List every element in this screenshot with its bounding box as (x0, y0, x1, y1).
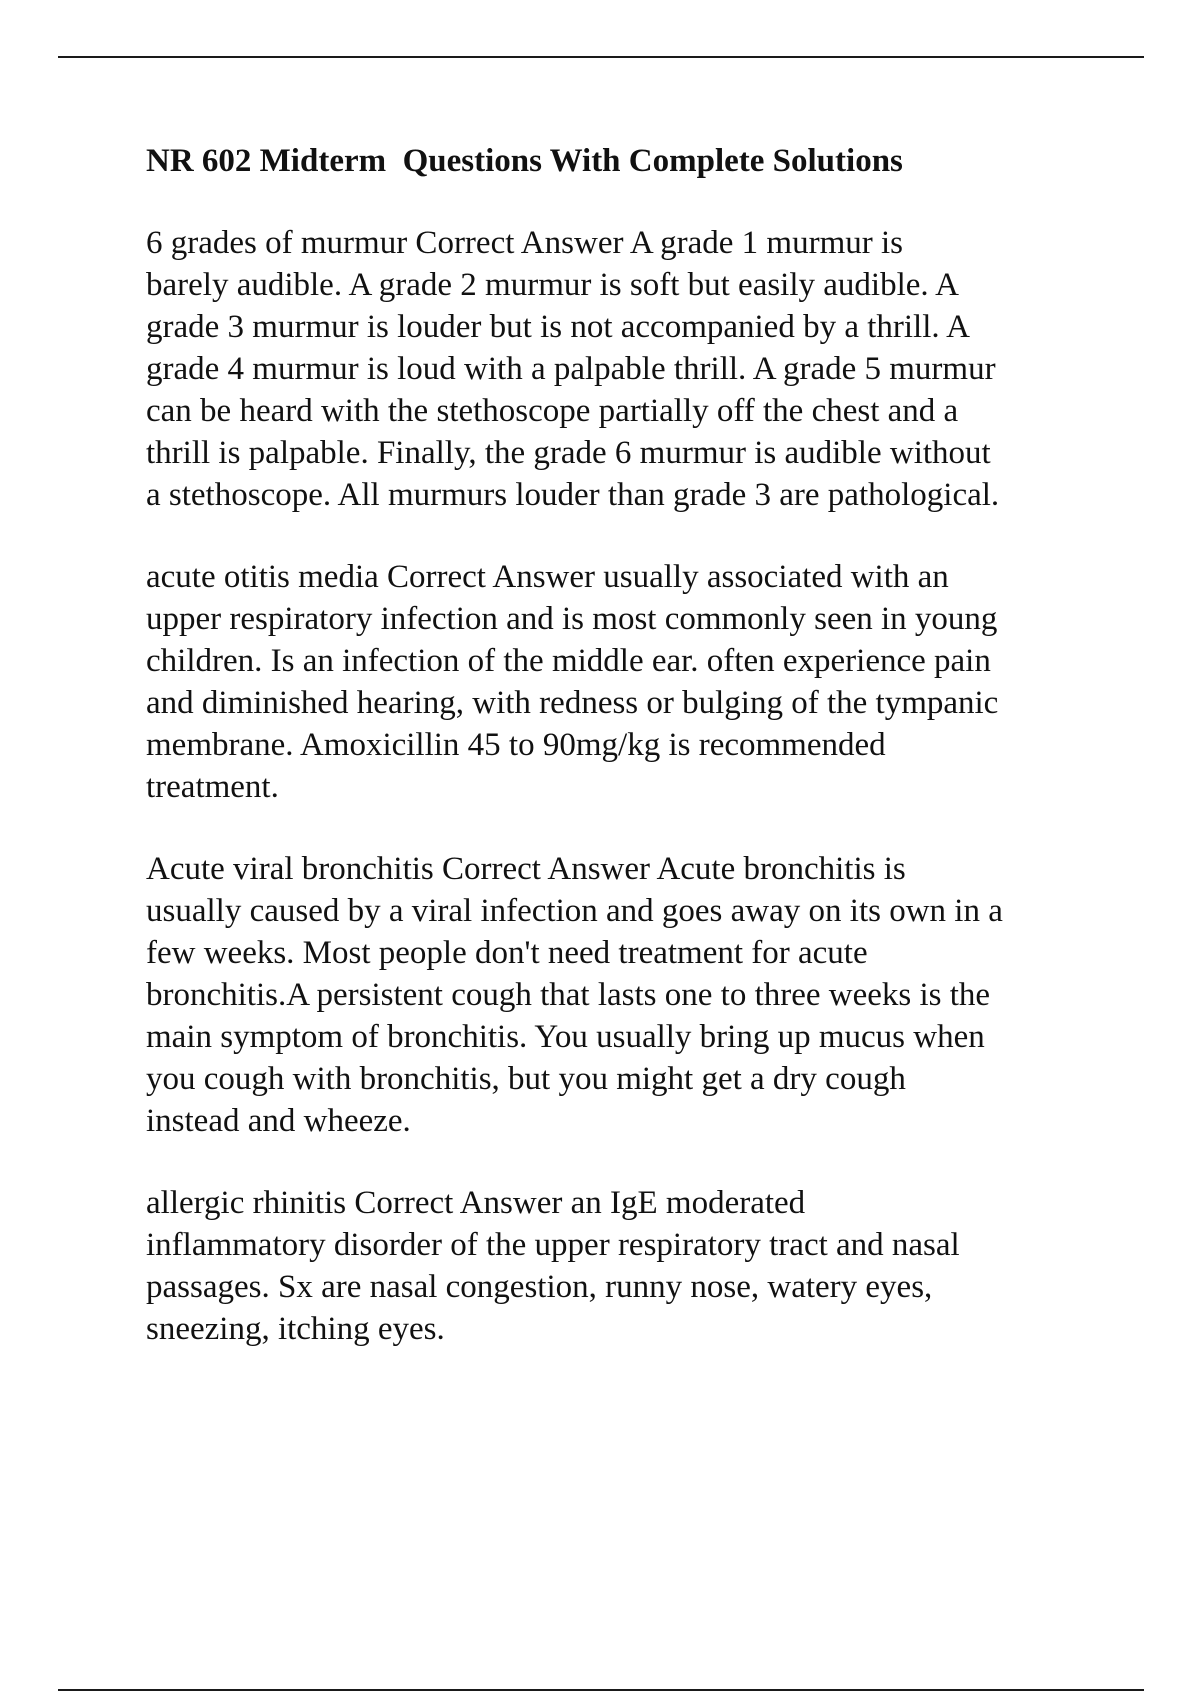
entry-acute-otitis-media: acute otitis media Correct Answer usually associated with an upper respiratory infection and is most commonly seen in young children. Is an infection of the middle ear. often experience pain and diminished hearing, with redness or bulging of the tympanic membrane. Amoxicillin 45 to 90mg/kg is recommended treatment. (146, 559, 999, 805)
document-body (146, 140, 1106, 1390)
entry-murmur-grades: 6 grades of murmur Correct Answer A grade 1 murmur is barely audible. A grade 2 murmur is soft but easily audible. A grade 3 murmur is louder but is not accompanied by a thrill. A grade 4 murmur is loud with a palpable thrill. A grade 5 murmur can be heard with the stethoscope partially off the chest and a thrill is palpable. Finally, the grade 6 murmur is audible without a stethoscope. All murmurs louder than grade 3 are pathological. (146, 225, 1000, 513)
entry-allergic-rhinitis: allergic rhinitis Correct Answer an IgE moderated inflammatory disorder of the upper respiratory tract and nasal passages. Sx are nasal congestion, runny nose, watery eyes, sneezing, itching eyes. (146, 1185, 960, 1347)
header-rule (58, 56, 1144, 58)
document-title: NR 602 Midterm Questions With Complete Solutions (146, 143, 903, 179)
footer-rule (58, 1689, 1144, 1691)
entry-acute-viral-bronchitis: Acute viral bronchitis Correct Answer Acute bronchitis is usually caused by a viral infection and goes away on its own in a few weeks. Most people don't need treatment for acute bronchitis.A persistent cough that lasts one to three weeks is the main symptom of bronchitis. You usually bring up mucus when you cough with bronchitis, but you might get a dry cough instead and wheeze. (146, 851, 1003, 1139)
